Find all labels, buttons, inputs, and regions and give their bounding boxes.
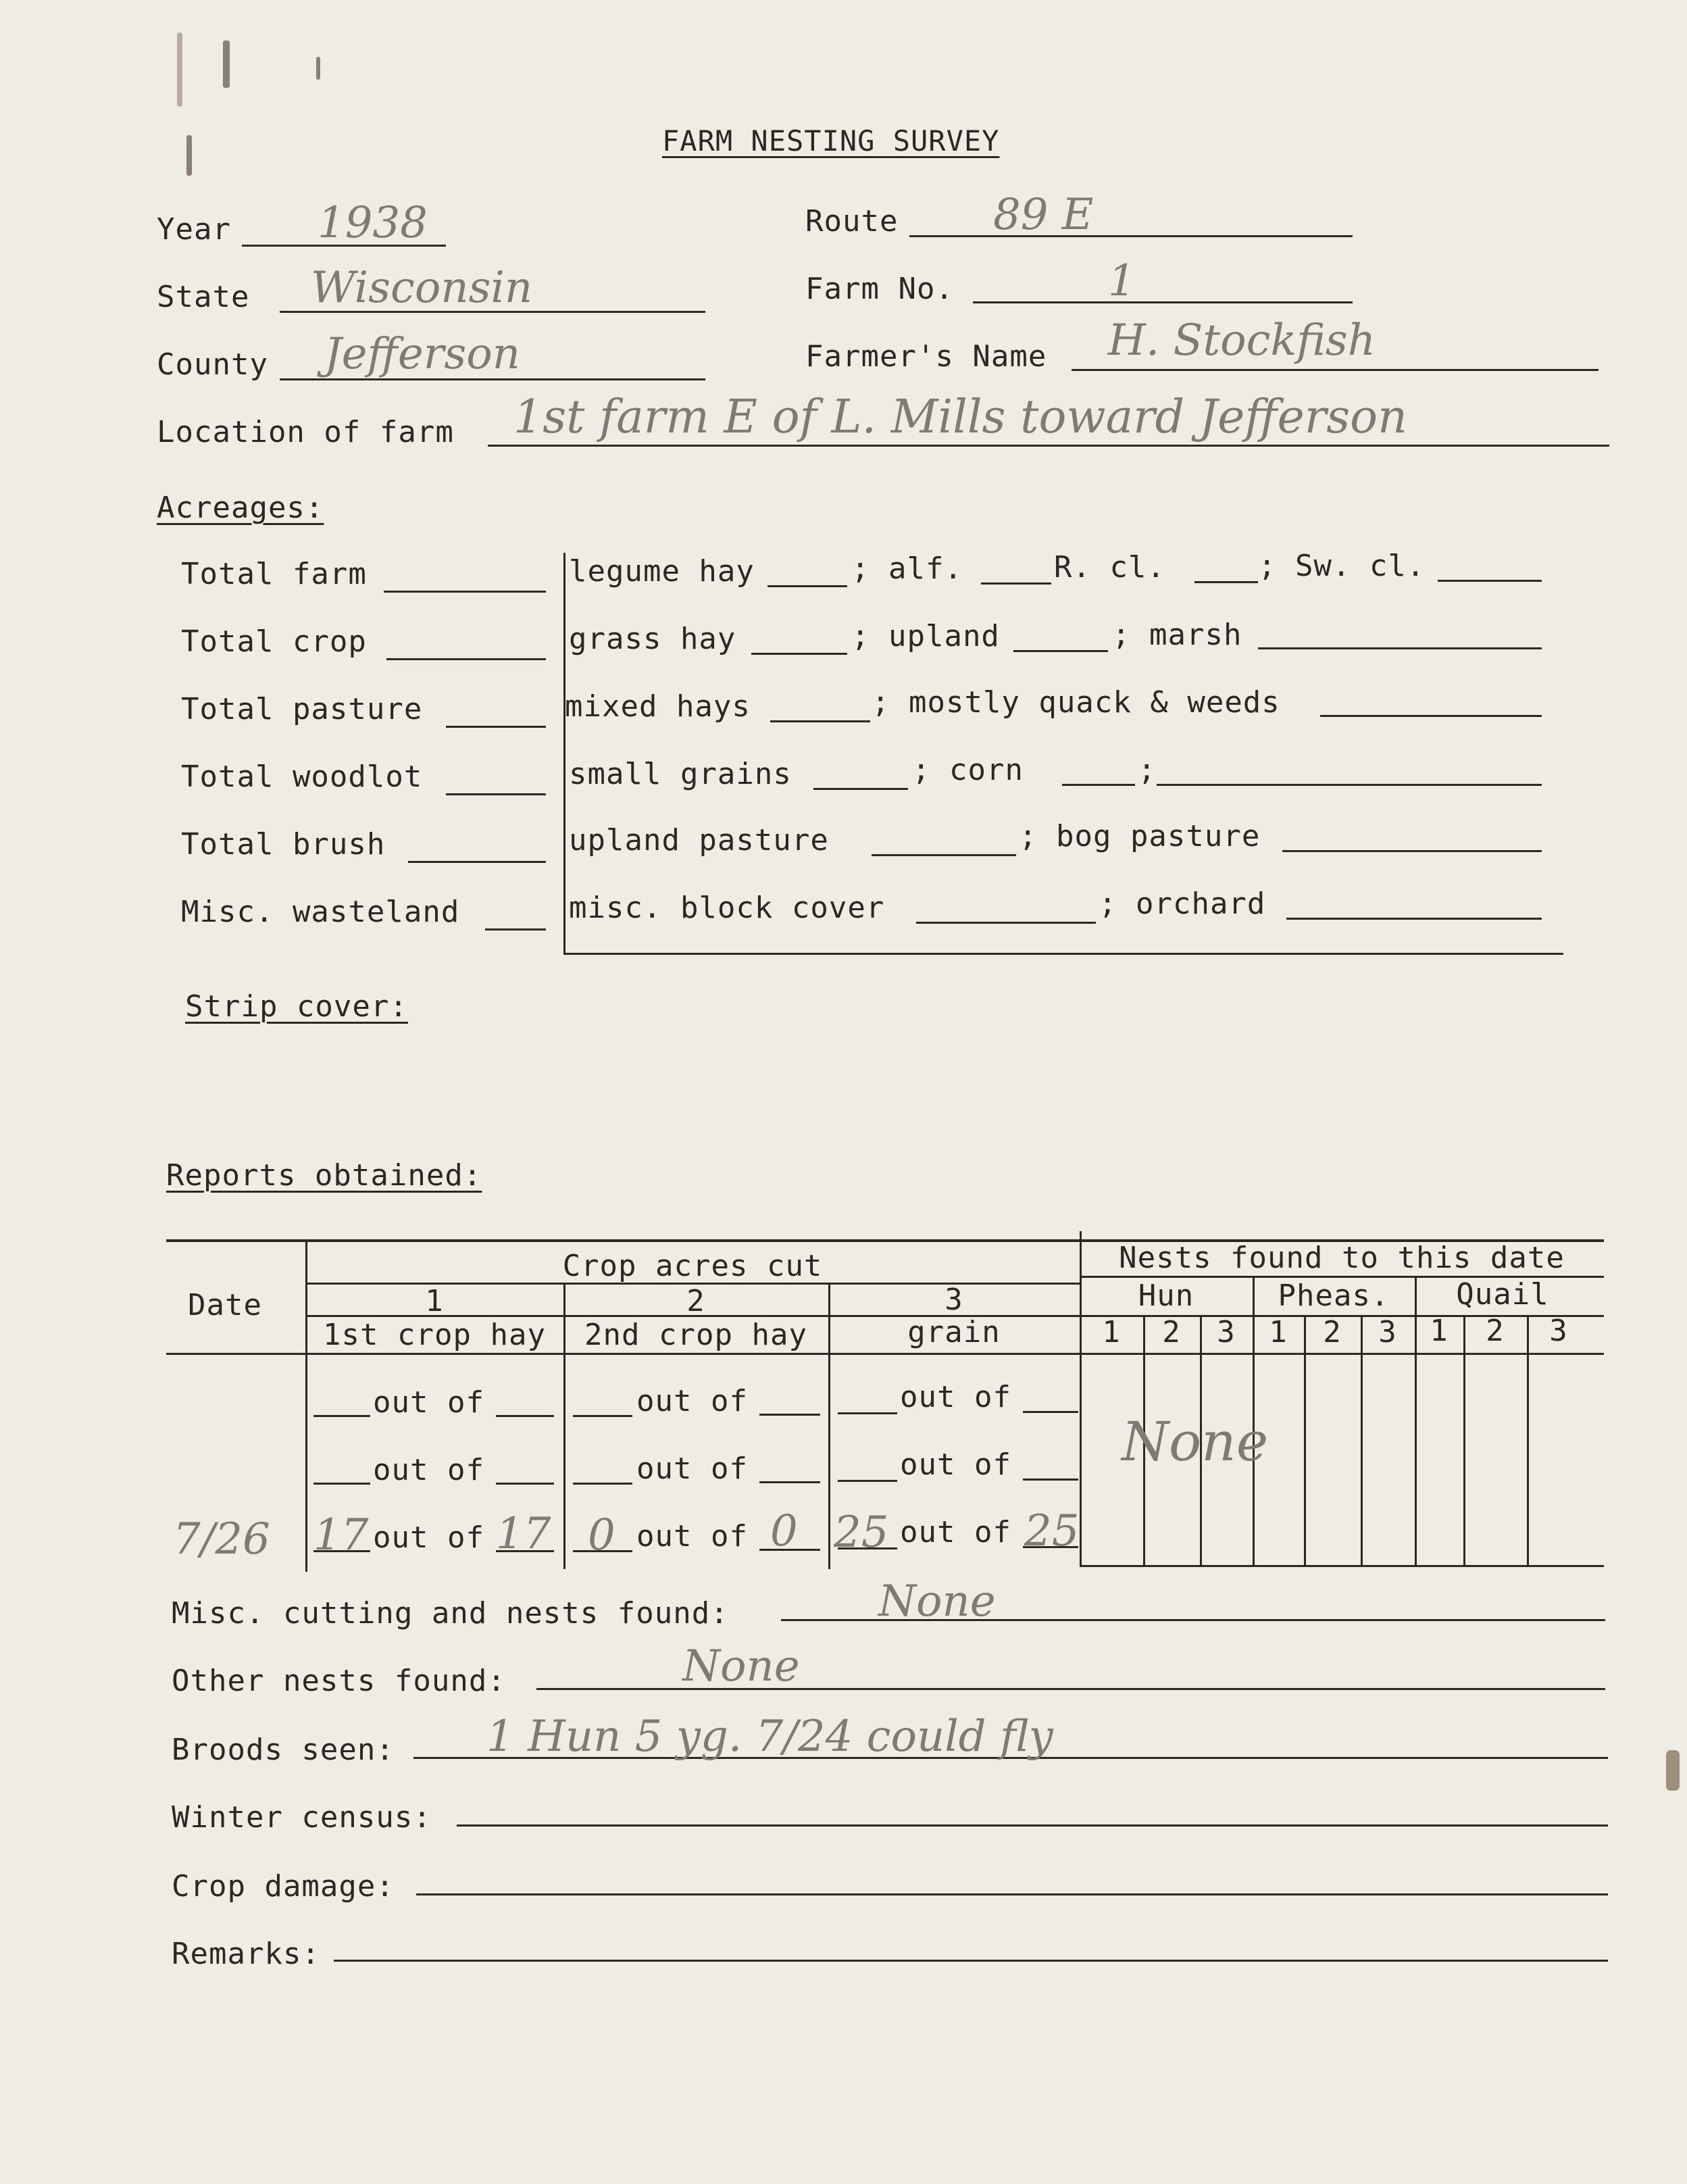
red-clover-label: R. cl. — [1054, 550, 1165, 585]
r2c3-out-of: out of — [900, 1447, 1011, 1482]
year-label: Year — [157, 212, 231, 247]
corn-line — [1062, 784, 1135, 786]
state-label: State — [157, 280, 250, 314]
date-header: Date — [188, 1288, 262, 1322]
farmer-name-label: Farmer's Name — [805, 339, 1047, 374]
total-crop-label: Total crop — [181, 624, 367, 659]
total-brush-line — [408, 861, 546, 863]
r3c2-value-b: 0 — [770, 1506, 798, 1556]
farmer-name-value: H. Stockfish — [1108, 316, 1376, 366]
r3c3-value-a: 25 — [834, 1508, 889, 1558]
r1c3-before-line — [838, 1412, 897, 1414]
hun-1: 1 — [1102, 1315, 1121, 1349]
r3c2-value-a: 0 — [588, 1510, 615, 1560]
r2c1-before-line — [313, 1483, 370, 1485]
quack-weeds-line — [1320, 715, 1542, 717]
total-woodlot-label: Total woodlot — [181, 760, 423, 794]
route-value: 89 E — [993, 190, 1094, 240]
winter-census-label: Winter census: — [172, 1800, 432, 1835]
r3c1-value-b: 17 — [496, 1509, 551, 1559]
alf-line — [981, 582, 1051, 585]
year-value: 1938 — [318, 198, 428, 248]
upland-pasture-line — [872, 854, 1016, 856]
total-farm-line — [384, 591, 546, 593]
crop-col3-number: 3 — [945, 1283, 963, 1317]
pheas-3: 3 — [1378, 1315, 1397, 1349]
alf-label: ; alf. — [851, 551, 963, 586]
crop-col3-name: grain — [907, 1315, 1001, 1349]
small-grains-line — [813, 788, 908, 790]
county-label: County — [157, 347, 268, 382]
crop-col1-name: 1st crop hay — [323, 1318, 546, 1352]
other-nests-value: None — [682, 1641, 800, 1691]
r2c1-out-of: out of — [373, 1453, 484, 1487]
form-title: FARM NESTING SURVEY — [662, 124, 1000, 157]
grass-hay-label: grass hay — [569, 622, 736, 656]
paper-stain — [1666, 1750, 1680, 1791]
route-label: Route — [805, 204, 899, 239]
winter-census-line — [457, 1825, 1608, 1827]
misc-wasteland-line — [485, 928, 546, 930]
r2c3-before-line — [838, 1480, 897, 1482]
block-cover-line — [916, 922, 1096, 924]
r3c3-value-b: 25 — [1024, 1506, 1080, 1556]
mixed-hays-label: mixed hays — [565, 689, 751, 724]
orchard-line — [1286, 918, 1542, 920]
acreage-bottom-line — [563, 953, 1563, 955]
semicolon-label: ; — [1138, 753, 1157, 787]
legume-hay-label: legume hay — [569, 554, 755, 589]
r3c3-out-of: out of — [900, 1515, 1011, 1549]
upland-pasture-label: upland pasture — [569, 823, 829, 858]
total-brush-label: Total brush — [181, 827, 386, 862]
quail-2: 2 — [1486, 1314, 1505, 1348]
r2c3-after-line — [1023, 1479, 1078, 1481]
small-grains-label: small grains — [569, 757, 792, 791]
mixed-hays-line — [770, 720, 870, 722]
pheas-2: 2 — [1323, 1315, 1342, 1349]
marsh-label: ; marsh — [1112, 618, 1242, 652]
legume-hay-line — [767, 585, 847, 587]
grass-hay-line — [751, 653, 847, 655]
crop-damage-label: Crop damage: — [172, 1869, 395, 1904]
r1c2-out-of: out of — [636, 1384, 748, 1418]
crop-col2-number: 2 — [686, 1284, 705, 1318]
broods-value: 1 Hun 5 yg. 7/24 could fly — [486, 1712, 1053, 1762]
species-hun: Hun — [1138, 1279, 1194, 1313]
r2c2-out-of: out of — [636, 1451, 748, 1486]
r1c3-out-of: out of — [900, 1380, 1011, 1414]
misc-cutting-label: Misc. cutting and nests found: — [172, 1596, 729, 1631]
bog-pasture-line — [1282, 850, 1542, 852]
paper-speck — [316, 57, 320, 80]
corn-label: ; corn — [912, 753, 1024, 787]
block-cover-label: misc. block cover — [569, 891, 885, 925]
marsh-line — [1258, 647, 1542, 649]
remarks-line — [334, 1960, 1608, 1962]
crop-col1-number: 1 — [425, 1284, 444, 1318]
r3-date: 7/26 — [173, 1514, 270, 1564]
nests-header: Nests found to this date — [1119, 1241, 1565, 1275]
orchard-label: ; orchard — [1099, 887, 1266, 921]
other-nests-label: Other nests found: — [172, 1664, 506, 1698]
total-pasture-label: Total pasture — [181, 692, 423, 726]
paper-speck — [223, 41, 230, 88]
crop-damage-line — [416, 1893, 1608, 1895]
state-value: Wisconsin — [311, 263, 533, 313]
nest-col-divider — [1527, 1315, 1529, 1566]
quail-3: 3 — [1549, 1314, 1568, 1348]
route-line — [909, 235, 1353, 237]
misc-cutting-value: None — [878, 1577, 996, 1627]
nest-col-divider — [1304, 1315, 1306, 1566]
total-woodlot-line — [446, 793, 546, 795]
location-line — [488, 445, 1609, 447]
reports-heading: Reports obtained: — [166, 1158, 482, 1193]
species-pheasant: Pheas. — [1278, 1279, 1390, 1313]
total-pasture-line — [446, 726, 546, 728]
r1c3-after-line — [1023, 1411, 1078, 1413]
blank-line — [1157, 784, 1542, 786]
r1c2-after-line — [759, 1414, 820, 1416]
location-label: Location of farm — [157, 415, 454, 449]
sweet-clover-label: ; Sw. cl. — [1258, 549, 1426, 583]
farm-no-label: Farm No. — [805, 272, 954, 306]
r2c2-before-line — [573, 1483, 632, 1485]
broods-label: Broods seen: — [172, 1733, 395, 1767]
upland-label: ; upland — [851, 619, 1000, 653]
paper-crease-mark — [177, 32, 182, 107]
crop-acres-header: Crop acres cut — [562, 1249, 823, 1283]
header-bottom-line — [166, 1353, 1604, 1355]
farm-no-line — [973, 301, 1353, 303]
r3c1-out-of: out of — [373, 1520, 484, 1555]
r1c1-before-line — [313, 1415, 370, 1417]
r2c2-after-line — [759, 1481, 820, 1483]
total-farm-label: Total farm — [181, 557, 367, 591]
misc-wasteland-label: Misc. wasteland — [181, 895, 460, 929]
upland-line — [1013, 650, 1108, 652]
table-bottom-line — [1080, 1565, 1604, 1567]
pheas-1: 1 — [1269, 1315, 1288, 1349]
farmer-name-line — [1072, 369, 1598, 371]
hun-2: 2 — [1162, 1315, 1181, 1349]
total-crop-line — [386, 658, 546, 660]
nest-col-divider — [1361, 1315, 1363, 1566]
location-value: 1st farm E of L. Mills toward Jefferson — [513, 391, 1407, 444]
r3c1-value-a: 17 — [313, 1510, 369, 1560]
hun-3: 3 — [1217, 1315, 1236, 1349]
nests-none-note: None — [1122, 1410, 1269, 1473]
red-clover-line — [1194, 581, 1258, 583]
sweet-clover-line — [1438, 580, 1542, 582]
r1c1-out-of: out of — [373, 1385, 484, 1420]
r1c1-after-line — [496, 1415, 554, 1417]
paper-speck — [186, 135, 192, 176]
quack-weeds-label: ; mostly quack & weeds — [872, 685, 1280, 720]
quail-1: 1 — [1430, 1314, 1449, 1348]
acreage-divider — [563, 553, 565, 954]
county-value: Jefferson — [324, 329, 520, 379]
acreages-heading: Acreages: — [157, 491, 324, 525]
r3c2-out-of: out of — [636, 1519, 748, 1554]
r1c2-before-line — [573, 1415, 632, 1417]
strip-cover-label: Strip cover: — [185, 989, 408, 1024]
nest-col-divider — [1463, 1315, 1465, 1566]
farm-no-value: 1 — [1108, 256, 1136, 306]
remarks-label: Remarks: — [172, 1937, 320, 1971]
r2c1-after-line — [496, 1483, 554, 1485]
species-quail: Quail — [1456, 1277, 1549, 1312]
crop-col2-name: 2nd crop hay — [584, 1318, 807, 1352]
bog-pasture-label: ; bog pasture — [1019, 819, 1261, 853]
